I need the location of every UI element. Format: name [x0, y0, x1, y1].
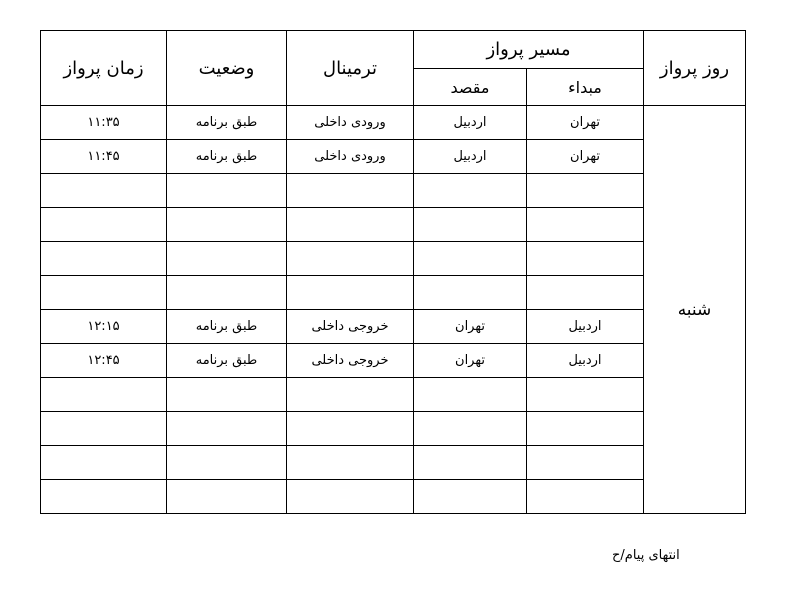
terminal-cell [287, 412, 414, 446]
flight-schedule-table [40, 30, 746, 514]
time-cell [41, 208, 167, 242]
origin-cell [527, 378, 644, 412]
table-row [41, 208, 746, 242]
terminal-cell [287, 446, 414, 480]
time-cell [41, 378, 167, 412]
origin-cell: اردبیل [527, 310, 644, 344]
status-cell [167, 412, 287, 446]
terminal-cell: ورودی داخلی [287, 106, 414, 140]
terminal-cell [287, 174, 414, 208]
destination-cell [414, 412, 527, 446]
origin-cell: اردبیل [527, 344, 644, 378]
status-cell [167, 378, 287, 412]
time-cell [41, 412, 167, 446]
time-cell: ۱۱:۴۵ [41, 140, 167, 174]
terminal-cell [287, 378, 414, 412]
origin-cell: تهران [527, 106, 644, 140]
destination-cell: تهران [414, 310, 527, 344]
destination-cell: اردبیل [414, 106, 527, 140]
header-origin: مبداء [527, 69, 644, 106]
destination-cell [414, 174, 527, 208]
origin-cell [527, 208, 644, 242]
table-row [41, 140, 746, 174]
header-destination: مقصد [414, 69, 527, 106]
origin-cell [527, 480, 644, 514]
table-row [41, 106, 746, 140]
status-cell: طبق برنامه [167, 344, 287, 378]
destination-cell [414, 378, 527, 412]
header-time: زمان پرواز [41, 31, 167, 106]
status-cell [167, 276, 287, 310]
terminal-cell [287, 242, 414, 276]
terminal-cell [287, 480, 414, 514]
origin-cell [527, 446, 644, 480]
header-route: مسیر پرواز [414, 31, 644, 69]
table-body [41, 106, 746, 514]
status-cell [167, 242, 287, 276]
origin-cell [527, 276, 644, 310]
time-cell [41, 446, 167, 480]
status-cell: طبق برنامه [167, 106, 287, 140]
terminal-cell: ورودی داخلی [287, 140, 414, 174]
table-row [41, 344, 746, 378]
table-row [41, 242, 746, 276]
destination-cell: اردبیل [414, 140, 527, 174]
time-cell [41, 242, 167, 276]
table-row [41, 412, 746, 446]
header-status: وضعیت [167, 31, 287, 106]
destination-cell [414, 276, 527, 310]
header-day: روز پرواز [644, 31, 746, 106]
status-cell [167, 480, 287, 514]
destination-cell: تهران [414, 344, 527, 378]
table-row [41, 480, 746, 514]
status-cell: طبق برنامه [167, 310, 287, 344]
origin-cell [527, 174, 644, 208]
terminal-cell [287, 208, 414, 242]
origin-cell: تهران [527, 140, 644, 174]
table-row [41, 446, 746, 480]
destination-cell [414, 480, 527, 514]
table-row [41, 276, 746, 310]
status-cell [167, 446, 287, 480]
destination-cell [414, 242, 527, 276]
status-cell [167, 174, 287, 208]
terminal-cell [287, 276, 414, 310]
time-cell: ۱۲:۱۵ [41, 310, 167, 344]
table-row [41, 310, 746, 344]
origin-cell [527, 242, 644, 276]
day-cell: شنبه [644, 106, 746, 514]
time-cell: ۱۱:۳۵ [41, 106, 167, 140]
terminal-cell: خروجی داخلی [287, 344, 414, 378]
time-cell [41, 480, 167, 514]
time-cell [41, 174, 167, 208]
footer-note: انتهای پیام/ح [612, 548, 680, 563]
destination-cell [414, 446, 527, 480]
terminal-cell: خروجی داخلی [287, 310, 414, 344]
table-row [41, 174, 746, 208]
time-cell [41, 276, 167, 310]
table-header [41, 31, 746, 106]
destination-cell [414, 208, 527, 242]
status-cell [167, 208, 287, 242]
status-cell: طبق برنامه [167, 140, 287, 174]
header-terminal: ترمینال [287, 31, 414, 106]
origin-cell [527, 412, 644, 446]
table-row [41, 378, 746, 412]
time-cell: ۱۲:۴۵ [41, 344, 167, 378]
